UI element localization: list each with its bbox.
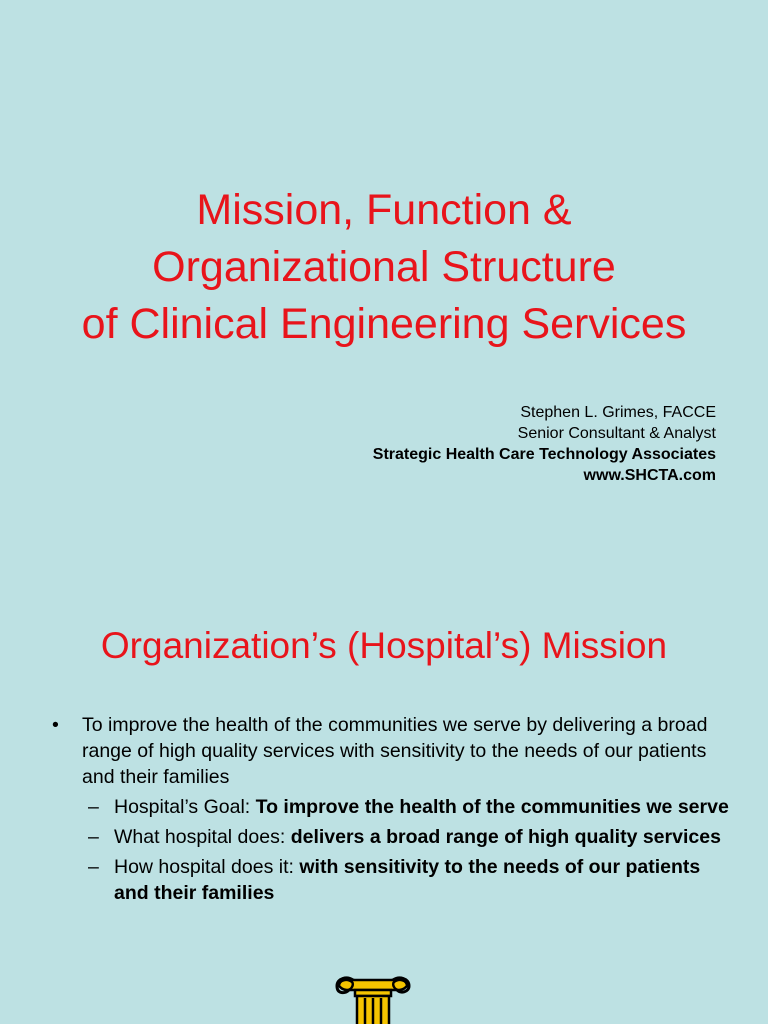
dash-mark: –: [88, 796, 99, 818]
dash-mark: –: [88, 856, 99, 878]
sub-item-how: [50, 854, 730, 906]
mission-statement: To improve the health of the communities we serve by delivering a broad range of high quality services with sensitivity to the needs of our patients and their families: [82, 714, 708, 788]
mission-bullet: [50, 712, 730, 790]
author-name: Stephen L. Grimes, FACCE: [520, 404, 716, 421]
mission-heading: Organization’s (Hospital’s) Mission: [100, 625, 668, 666]
dash-mark: –: [88, 826, 99, 848]
mission-content: [50, 712, 730, 906]
sub-item-label: Hospital’s Goal:: [114, 796, 256, 818]
title-line-2: Organizational Structure: [152, 243, 616, 291]
ionic-column-icon: [331, 972, 415, 1024]
author-block: [373, 402, 716, 486]
title-line-3: of Clinical Engineering Services: [81, 300, 687, 348]
sub-item-does: [50, 824, 730, 850]
bullet-mark: •: [52, 714, 59, 736]
sub-item-label: How hospital does it:: [114, 856, 300, 878]
author-website: www.SHCTA.com: [583, 467, 716, 484]
sub-item-label: What hospital does:: [114, 826, 291, 848]
sub-item-emphasis: delivers a broad range of high quality services: [290, 826, 721, 848]
author-role: Senior Consultant & Analyst: [517, 425, 716, 442]
sub-item-emphasis: To improve the health of the communities we serve: [255, 796, 729, 818]
sub-item-goal: [50, 794, 730, 820]
author-organization: Strategic Health Care Technology Associates: [372, 446, 716, 463]
title-line-1: Mission, Function &: [196, 186, 572, 234]
slide-title: [0, 182, 768, 353]
sub-item-emphasis: with sensitivity to the needs of our patients and their families: [114, 856, 701, 904]
